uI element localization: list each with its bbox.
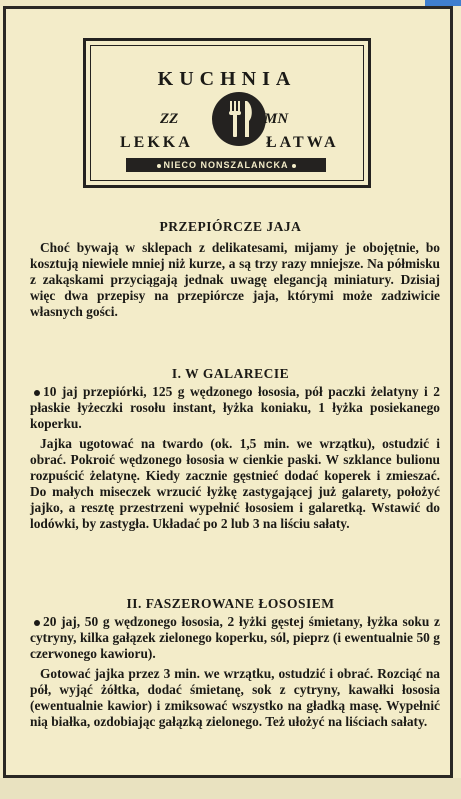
dot-icon [157, 164, 161, 168]
recipe-1-method: Jajka ugotować na twardo (ok. 1,5 min. we wrzątku), ostudzić i obrać. Pokroić wędzonego łososia w cienkie paski. W szklance bulionu rozpuścić żelatynę. Kiedy zacznie gęstnieć dodać koperek i zmieszać. Do małych miseczek wrzucić łyżkę zastygającej już galarety, położyć jajko, a resztę przestrzeni wypełnić łososiem i galaretką. Wstawić do lodówki, by zastygła. Układać po 2 lub 3 na liściu sałaty. [30, 436, 440, 531]
recipe-1-ingredients: 10 jaj przepiórki, 125 g wędzonego łososia, pół paczki żelatyny i 2 płaskie łyżeczki rosołu instant, łyżka koniaku, 1 łyżka posiekanego koperku. [30, 384, 440, 431]
intro-text-block [30, 240, 440, 320]
bottom-strip [0, 778, 461, 799]
recipe-2-heading: II. FASZEROWANE ŁOSOSIEM [126, 596, 335, 611]
recipe-2-method: Gotować jajka przez 3 min. we wrzątku, ostudzić i obrać. Rozciąć na pół, wyjąć żółtka, dodać śmietanę, sok z cytryny, kawałki łososia (ewentualnie kawior) i zmiksować wszystko na gładką masę. Wypełnić nią białka, ozdobiając gałązką zielonego. Też ułożyć na liściach sałaty. [30, 666, 440, 729]
fork-knife-icon [211, 91, 267, 147]
logo-subtitle-band [126, 158, 326, 172]
recipe-2-ingredients-paragraph [30, 614, 440, 662]
logo-word-right: ŁATWA [266, 134, 339, 151]
recipe-2-block [30, 614, 440, 730]
logo-title: KUCHNIA [157, 68, 297, 90]
article-title: PRZEPIÓRCZE JAJA [159, 219, 302, 234]
dot-icon [292, 164, 296, 168]
bullet-icon [34, 390, 40, 396]
recipe-1-heading: I. W GALARECIE [171, 366, 290, 381]
bullet-icon [34, 620, 40, 626]
logo-signature-left: ZZ [160, 111, 179, 127]
logo-word-left: LEKKA [120, 134, 193, 151]
column-logo [83, 38, 371, 188]
recipe-1-block [30, 384, 440, 532]
intro-paragraph: Choć bywają w sklepach z delikatesami, mijamy je obojętnie, bo kosztują niewiele mniej niż kurze, a są trzy razy mniejsze. Na półmisku z zakąskami przyciągają jednak uwagę elegancją miniatury. Dzisiaj więc dwa przepisy na przepiórcze jaja, którymi może zadziwicie własnych gości. [30, 240, 440, 319]
logo-subtitle: NIECO NONSZALANCKA [163, 160, 289, 170]
recipe-1-ingredients-paragraph [30, 384, 440, 432]
recipe-2-ingredients: 20 jaj, 50 g wędzonego łososia, 2 łyżki gęstej śmietany, łyżka soku z cytryny, kilka gałązek zielonego koperku, sól, pieprz (i ewentualnie 50 g czerwonego kawioru). [30, 614, 440, 661]
logo-signature-right: MN [264, 111, 289, 127]
